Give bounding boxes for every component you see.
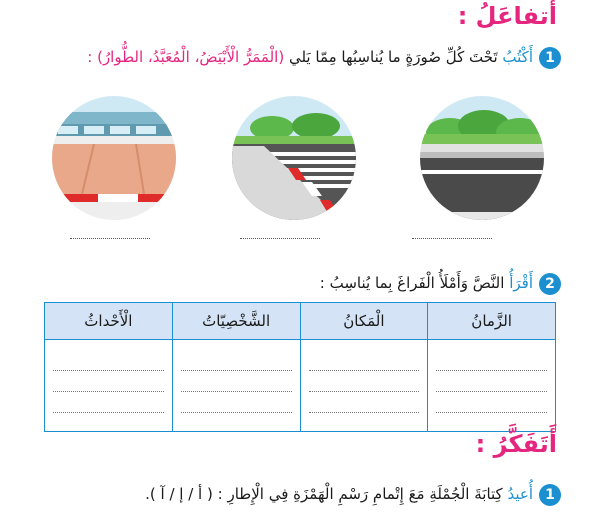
sidewalk-image (52, 96, 176, 220)
exercise-3-text: كِتابَةَ الْجُمْلَةِ مَعَ إِتْمامِ رَسْمِ الْهَمْزَةِ فِي الْإِطارِ : (217, 485, 503, 503)
exercise-2-instruction (320, 274, 533, 292)
table-cell-time[interactable] (428, 340, 556, 432)
exercise-3-instruction (145, 485, 533, 503)
answer-line-2[interactable] (240, 238, 320, 239)
section-title-interact: أتفاعَلُ : (457, 2, 557, 30)
story-elements-table (44, 302, 556, 432)
exercise-1-number: 1 (539, 47, 561, 69)
section-title-think: أَتَفَكَّرُ : (475, 430, 557, 458)
table-header-characters: الشَّخْصِيّاتُ (172, 303, 300, 340)
exercise-2-verb: أَقْرَأُ (509, 274, 533, 292)
exercise-1-text: تَحْتَ كُلِّ صُورَةٍ ما يُناسِبُها مِمّا يَلي (288, 48, 498, 66)
exercise-1-verb: أَكْتُبُ (502, 48, 533, 66)
answer-line-1[interactable] (412, 238, 492, 239)
exercise-2-text: النَّصَّ وَأَمْلَأُ الْفَراغَ بِما يُناسِبُ : (319, 274, 505, 292)
exercise-3-number: 1 (539, 484, 561, 506)
zebra-crossing-image (232, 96, 356, 220)
answer-line-3[interactable] (70, 238, 150, 239)
exercise-1-options: (الْمَمَرُّ الْأَبْيَضُ، الْمُعَبَّدُ، الطُّوارُ) : (87, 48, 285, 66)
exercise-1-instruction (87, 48, 533, 66)
exercise-2-number: 2 (539, 273, 561, 295)
table-cell-events[interactable] (45, 340, 173, 432)
table-header-place: الْمَكانُ (300, 303, 428, 340)
table-cell-characters[interactable] (172, 340, 300, 432)
road-paved-image (420, 96, 544, 220)
exercise-3-choices: ( أ / إ / آ ). (145, 485, 213, 503)
table-header-events: الْأَحْداثُ (45, 303, 173, 340)
exercise-3-verb: أُعيدُ (507, 485, 533, 503)
table-cell-place[interactable] (300, 340, 428, 432)
table-header-time: الزَّمانُ (428, 303, 556, 340)
